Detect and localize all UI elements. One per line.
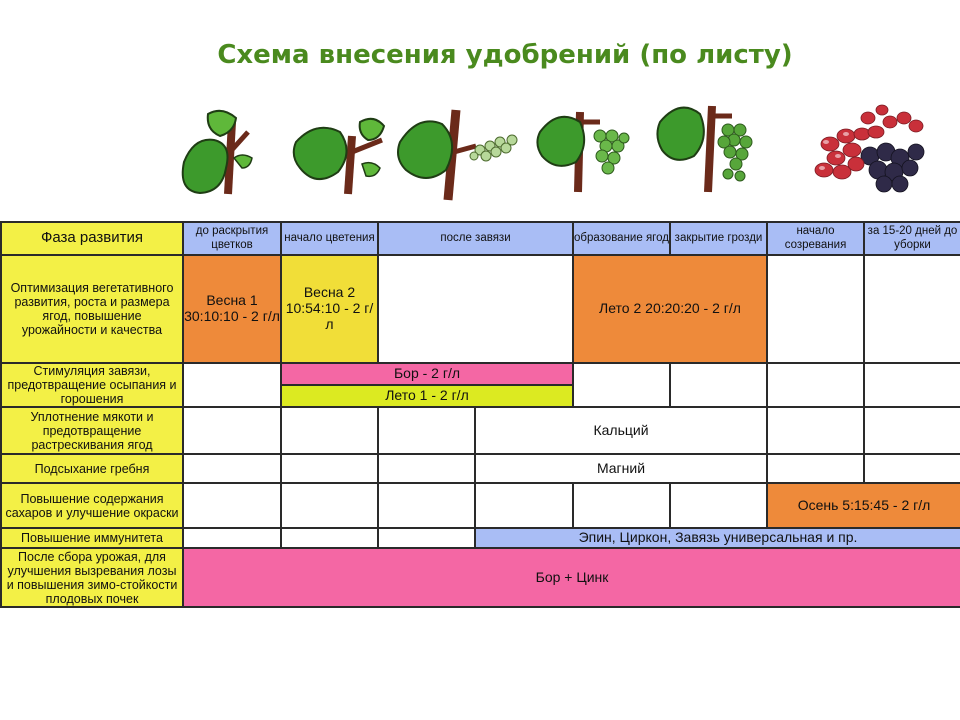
cell-empty [476,484,574,529]
phase-before-harvest: за 15-20 дней до уборки [865,223,960,256]
row-label-sugar: Повышение содержания сахаров и улучшение окраски [2,484,184,529]
cell-empty [768,408,865,455]
cell-empty [671,364,768,408]
cell-empty [671,484,768,529]
cell-bor: Бор - 2 г/л [282,364,574,386]
phase-ripening-start: начало созревания [768,223,865,256]
cell-empty [379,484,476,529]
cell-empty [282,529,379,549]
cell-empty [282,408,379,455]
phase-flowering-start: начало цветения [282,223,379,256]
cell-empty [768,256,865,364]
cell-empty [184,455,282,484]
cell-magnesium: Магний [476,455,768,484]
cell-empty [768,455,865,484]
cell-vesna1: Весна 1 30:10:10 - 2 г/л [184,256,282,364]
grape-shoot-icon [183,111,252,194]
cell-empty [184,364,282,408]
cell-empty [379,455,476,484]
phase-after-set: после завязи [379,223,574,256]
cell-vesna2: Весна 2 10:54:10 - 2 г/л [282,256,379,364]
row-label-fruit-set: Стимуляция завязи, предотвращение осыпания и горошения [2,364,184,408]
row-label-immunity: Повышение иммунитета [2,529,184,549]
cell-empty [768,364,865,408]
cell-empty [865,455,960,484]
cell-empty [282,484,379,529]
cell-empty [282,455,379,484]
cell-empty [574,484,671,529]
cell-empty [184,408,282,455]
berry-formation-icon [537,112,629,192]
phase-before-bloom: до раскрытия цветков [184,223,282,256]
fertilizer-schedule-table [0,221,960,608]
cell-empty [865,256,960,364]
cell-empty [379,529,476,549]
fruit-set-icon [398,110,517,200]
cell-empty [865,408,960,455]
row-label-stalk: Подсыхание гребня [2,455,184,484]
cell-bor-zinc: Бор + Цинк [184,549,960,608]
phase-berry-formation: образование ягод [574,223,671,256]
cell-empty [574,364,671,408]
flowering-shoot-icon [294,119,384,194]
cell-empty [184,529,282,549]
cell-empty [379,256,574,364]
cell-empty [865,364,960,408]
header-phase-label: Фаза развития [2,223,184,256]
cluster-closing-icon [657,106,752,192]
cell-osen: Осень 5:15:45 - 2 г/л [768,484,960,529]
cell-empty [379,408,476,455]
row-label-post-harvest: После сбора урожая, для улучшения вызревания лозы и повышения зимо-стойкости плодовых почек [2,549,184,608]
cell-leto1: Лето 1 - 2 г/л [282,386,574,408]
row-label-firmness: Уплотнение мякоти и предотвращение растрескивания ягод [2,408,184,455]
cell-immunity: Эпин, Циркон, Завязь универсальная и пр. [476,529,960,549]
row-label-vegetative: Оптимизация вегетативного развития, роста и размера ягод, повышение урожайности и качества [2,256,184,364]
ripe-grapes-icon [815,105,924,192]
page-title: Схема внесения удобрений (по листу) [217,40,793,70]
phase-cluster-closing: закрытие грозди [671,223,768,256]
cell-empty [184,484,282,529]
cell-leto2: Лето 2 20:20:20 - 2 г/л [574,256,768,364]
cell-calcium: Кальций [476,408,768,455]
illustration-strip [0,92,960,212]
